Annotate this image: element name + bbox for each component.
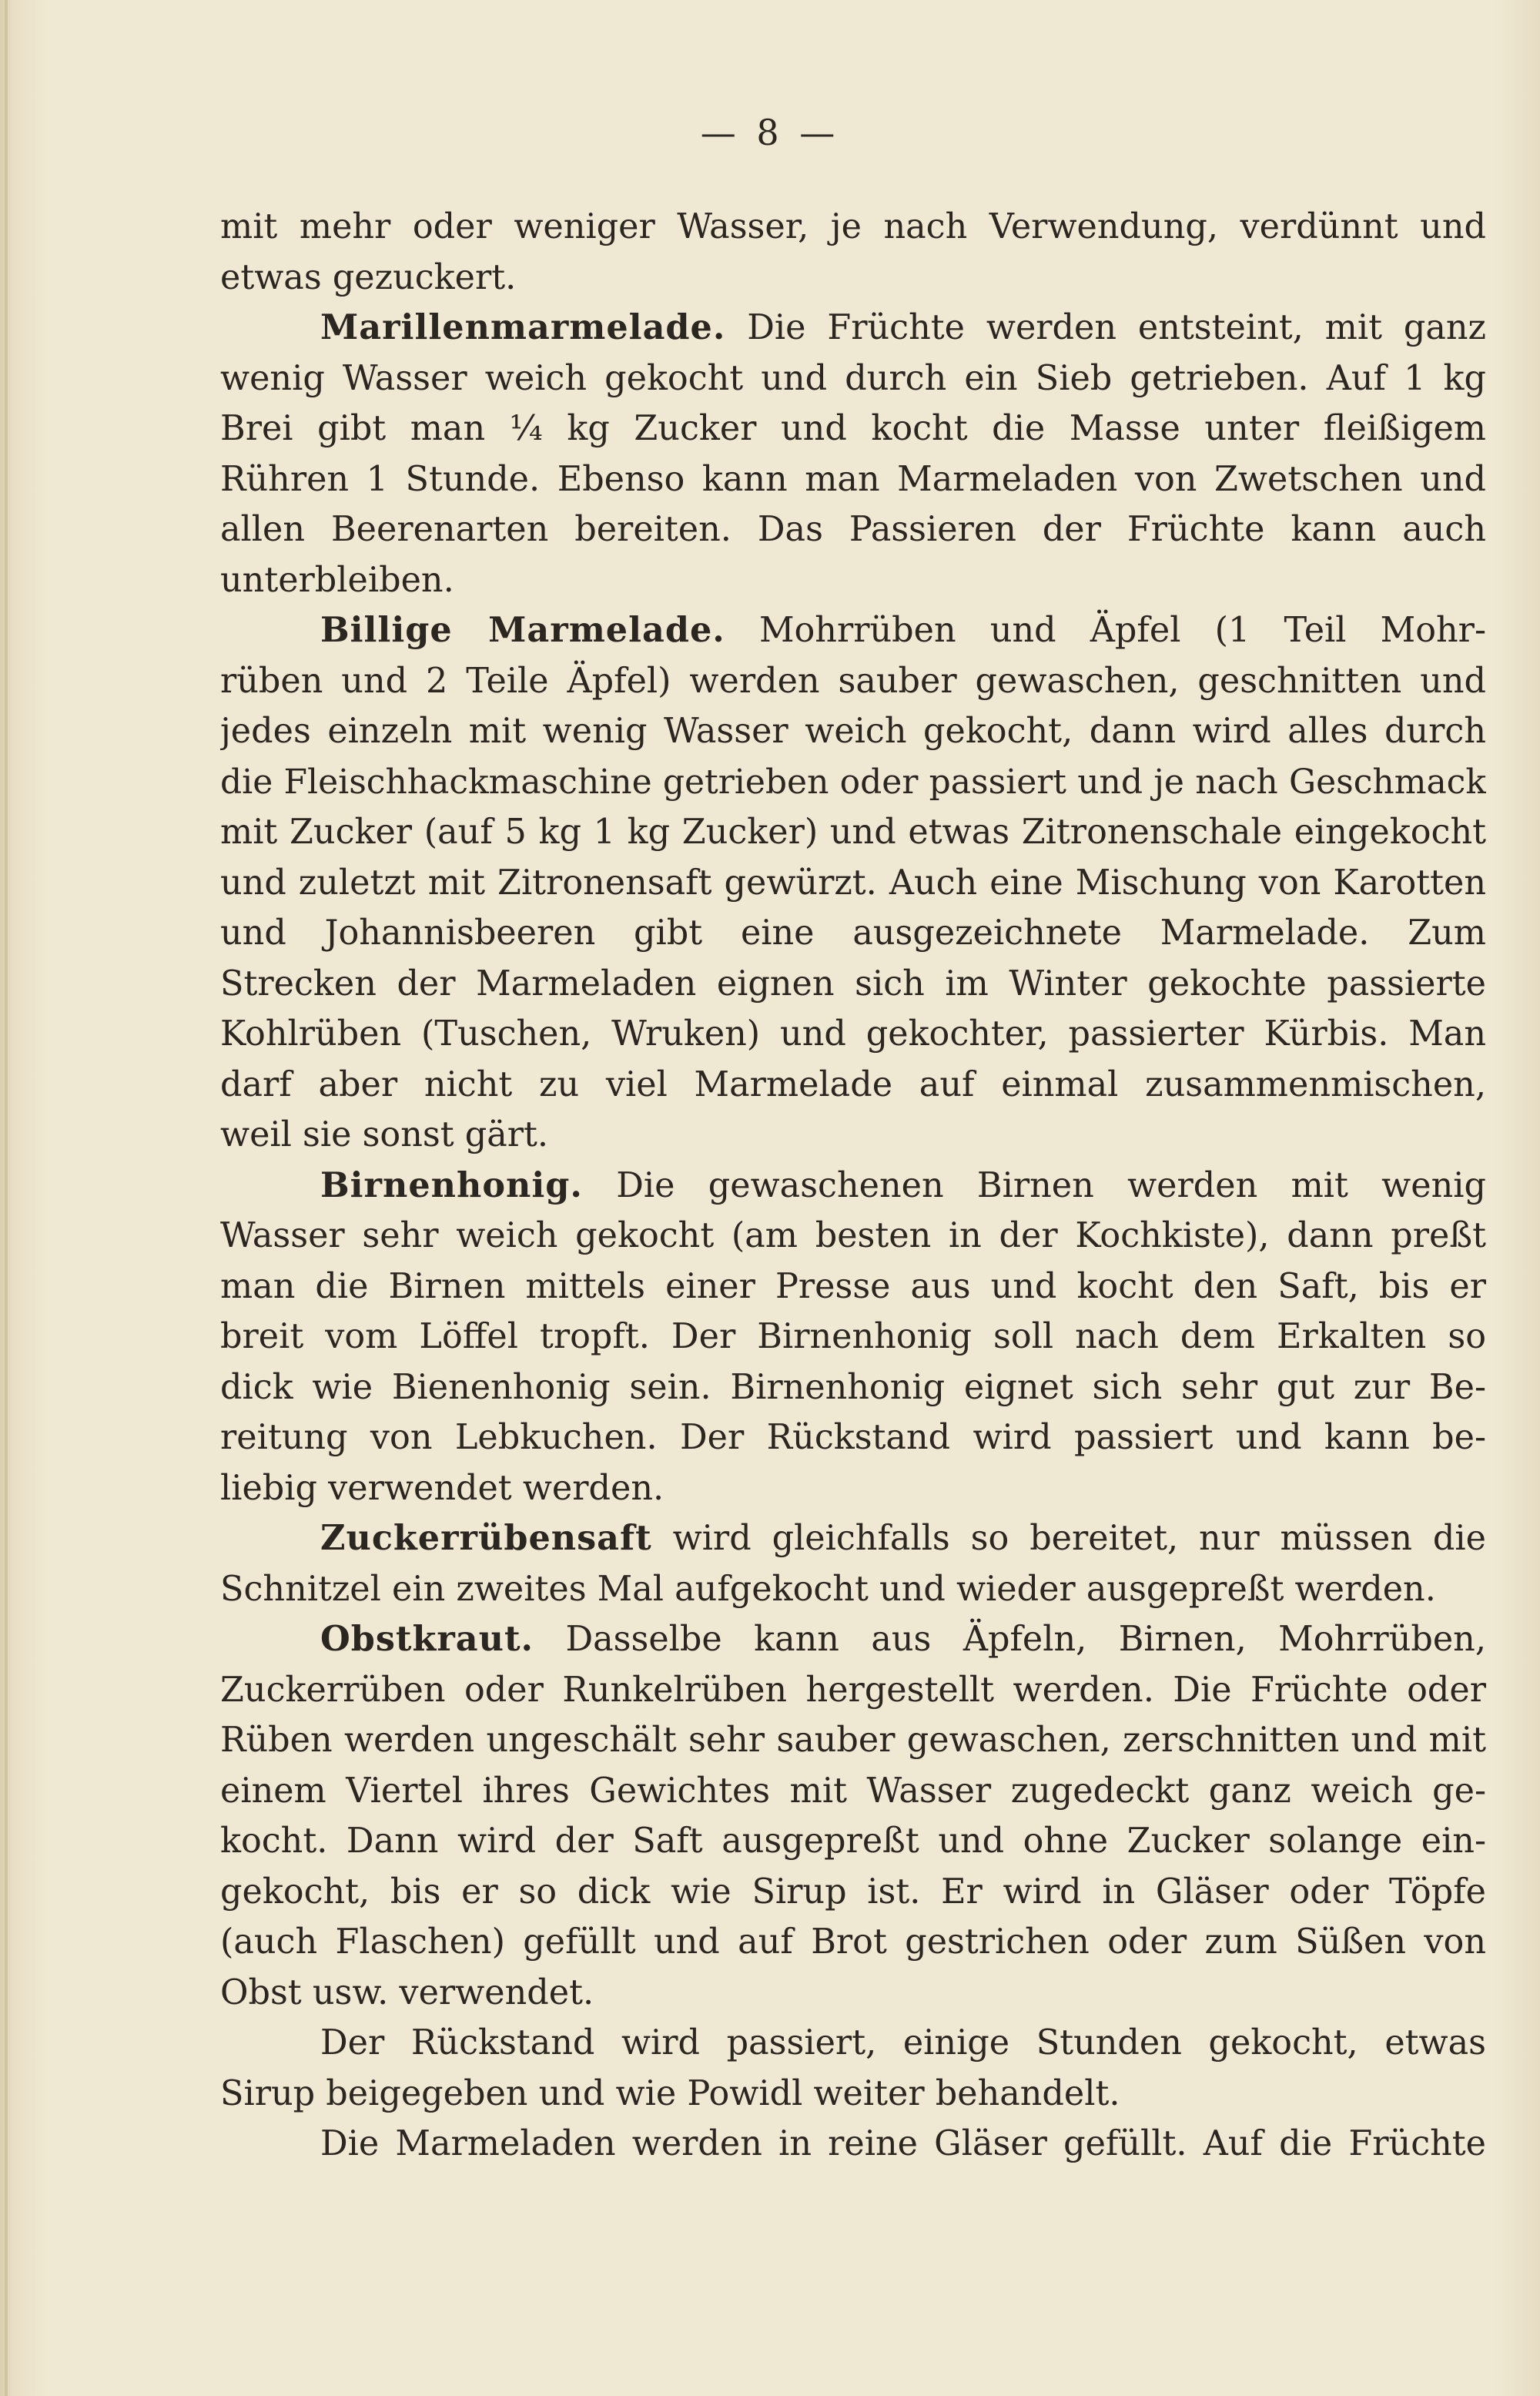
- section-heading: Zuckerrübensaft: [320, 1518, 652, 1558]
- text-line: und zuletzt mit Zitronensaft gewürzt. Auch eine Mischung von Karotten: [220, 863, 1486, 903]
- text-line: Wasser sehr weich gekocht (am besten in der Kochkiste), dann preßt: [220, 1216, 1486, 1255]
- text-line: wenig Wasser weich gekocht und durch ein Sieb getrieben. Auf 1 kg: [220, 358, 1486, 398]
- paragraph-first-line: Der Rückstand wird passiert, einige Stunden gekocht, etwas: [320, 2023, 1486, 2063]
- paragraph-first-line: Birnenhonig. Die gewaschenen Birnen werden mit wenig: [320, 1164, 1486, 1205]
- text-line: rüben und 2 Teile Äpfel) werden sauber gewaschen, geschnitten und: [220, 661, 1486, 701]
- text-line: allen Beerenarten bereiten. Das Passieren der Früchte kann auch: [220, 510, 1486, 549]
- text-line: die Fleischhackmaschine getrieben oder passiert und je nach Geschmack: [220, 762, 1486, 802]
- text-line: unterbleiben.: [220, 560, 454, 600]
- body-text: [220, 202, 1486, 2170]
- text-line: mit mehr oder weniger Wasser, je nach Verwendung, verdünnt und: [220, 207, 1486, 246]
- text-line: Strecken der Marmeladen eignen sich im Winter gekochte passierte: [220, 963, 1486, 1004]
- text-line: dick wie Bienenhonig sein. Birnenhonig eignet sich sehr gut zur Be-: [220, 1367, 1486, 1407]
- text-line: Schnitzel ein zweites Mal aufgekocht und wieder ausgepreßt werden.: [220, 1569, 1436, 1609]
- text-line: und Johannisbeeren gibt eine ausgezeichnete Marmelade. Zum: [220, 913, 1486, 953]
- section-heading: Birnenhonig.: [320, 1164, 583, 1205]
- text-line: liebig verwendet werden.: [220, 1468, 665, 1508]
- text-line: Obst usw. verwendet.: [220, 1972, 594, 2012]
- text-line: gekocht, bis er so dick wie Sirup ist. Er wird in Gläser oder Töpfe: [220, 1872, 1486, 1912]
- paragraph-first-line: Marillenmarmelade. Die Früchte werden entsteint, mit ganz: [320, 307, 1486, 347]
- text-line: Zuckerrüben oder Runkelrüben hergestellt werden. Die Früchte oder: [220, 1670, 1486, 1710]
- text-line: jedes einzeln mit wenig Wasser weich gekocht, dann wird alles durch: [220, 712, 1486, 751]
- text-line: Kohlrüben (Tuschen, Wruken) und gekochter, passierter Kürbis. Man: [220, 1014, 1486, 1054]
- text-line: reitung von Lebkuchen. Der Rückstand wird passiert und kann be-: [220, 1418, 1486, 1457]
- text-line: darf aber nicht zu viel Marmelade auf einmal zusammenmischen,: [220, 1064, 1486, 1104]
- text-line: (auch Flaschen) gefüllt und auf Brot gestrichen oder zum Süßen von: [220, 1922, 1486, 1962]
- text-line: Rüben werden ungeschält sehr sauber gewaschen, zerschnitten und mit: [220, 1721, 1486, 1760]
- text-line: mit Zucker (auf 5 kg 1 kg Zucker) und etwas Zitronenschale eingekocht: [220, 813, 1486, 852]
- paragraph-first-line: Die Marmeladen werden in reine Gläser gefüllt. Auf die Früchte: [320, 2124, 1486, 2163]
- text-line: Sirup beigegeben und wie Powidl weiter behandelt.: [220, 2073, 1120, 2113]
- section-heading: Obstkraut.: [320, 1619, 534, 1659]
- page-number: — 8 —: [700, 112, 840, 153]
- page-binding-edge: [5, 0, 8, 2396]
- text-line: Brei gibt man ¼ kg Zucker und kocht die Masse unter fleißigem: [220, 409, 1486, 448]
- text-line: man die Birnen mittels einer Presse aus und kocht den Saft, bis er: [220, 1266, 1486, 1306]
- text-line: einem Viertel ihres Gewichtes mit Wasser zugedeckt ganz weich ge-: [220, 1771, 1486, 1811]
- section-heading: Marillenmarmelade.: [320, 307, 726, 347]
- paragraph-first-line: Obstkraut. Dasselbe kann aus Äpfeln, Birnen, Mohrrüben,: [320, 1619, 1486, 1659]
- paragraph-first-line: Zuckerrübensaft wird gleichfalls so bereitet, nur müssen die: [320, 1518, 1486, 1558]
- text-line: weil sie sonst gärt.: [220, 1115, 549, 1154]
- section-heading: Billige Marmelade.: [320, 610, 725, 650]
- text-line: etwas gezuckert.: [220, 257, 517, 297]
- text-line: breit vom Löffel tropft. Der Birnenhonig soll nach dem Erkalten so: [220, 1317, 1486, 1356]
- text-line: kocht. Dann wird der Saft ausgepreßt und ohne Zucker solange ein-: [220, 1821, 1486, 1861]
- paragraph-first-line: Billige Marmelade. Mohrrüben und Äpfel (1 Teil Mohr-: [320, 610, 1486, 650]
- text-line: Rühren 1 Stunde. Ebenso kann man Marmeladen von Zwetschen und: [220, 459, 1486, 499]
